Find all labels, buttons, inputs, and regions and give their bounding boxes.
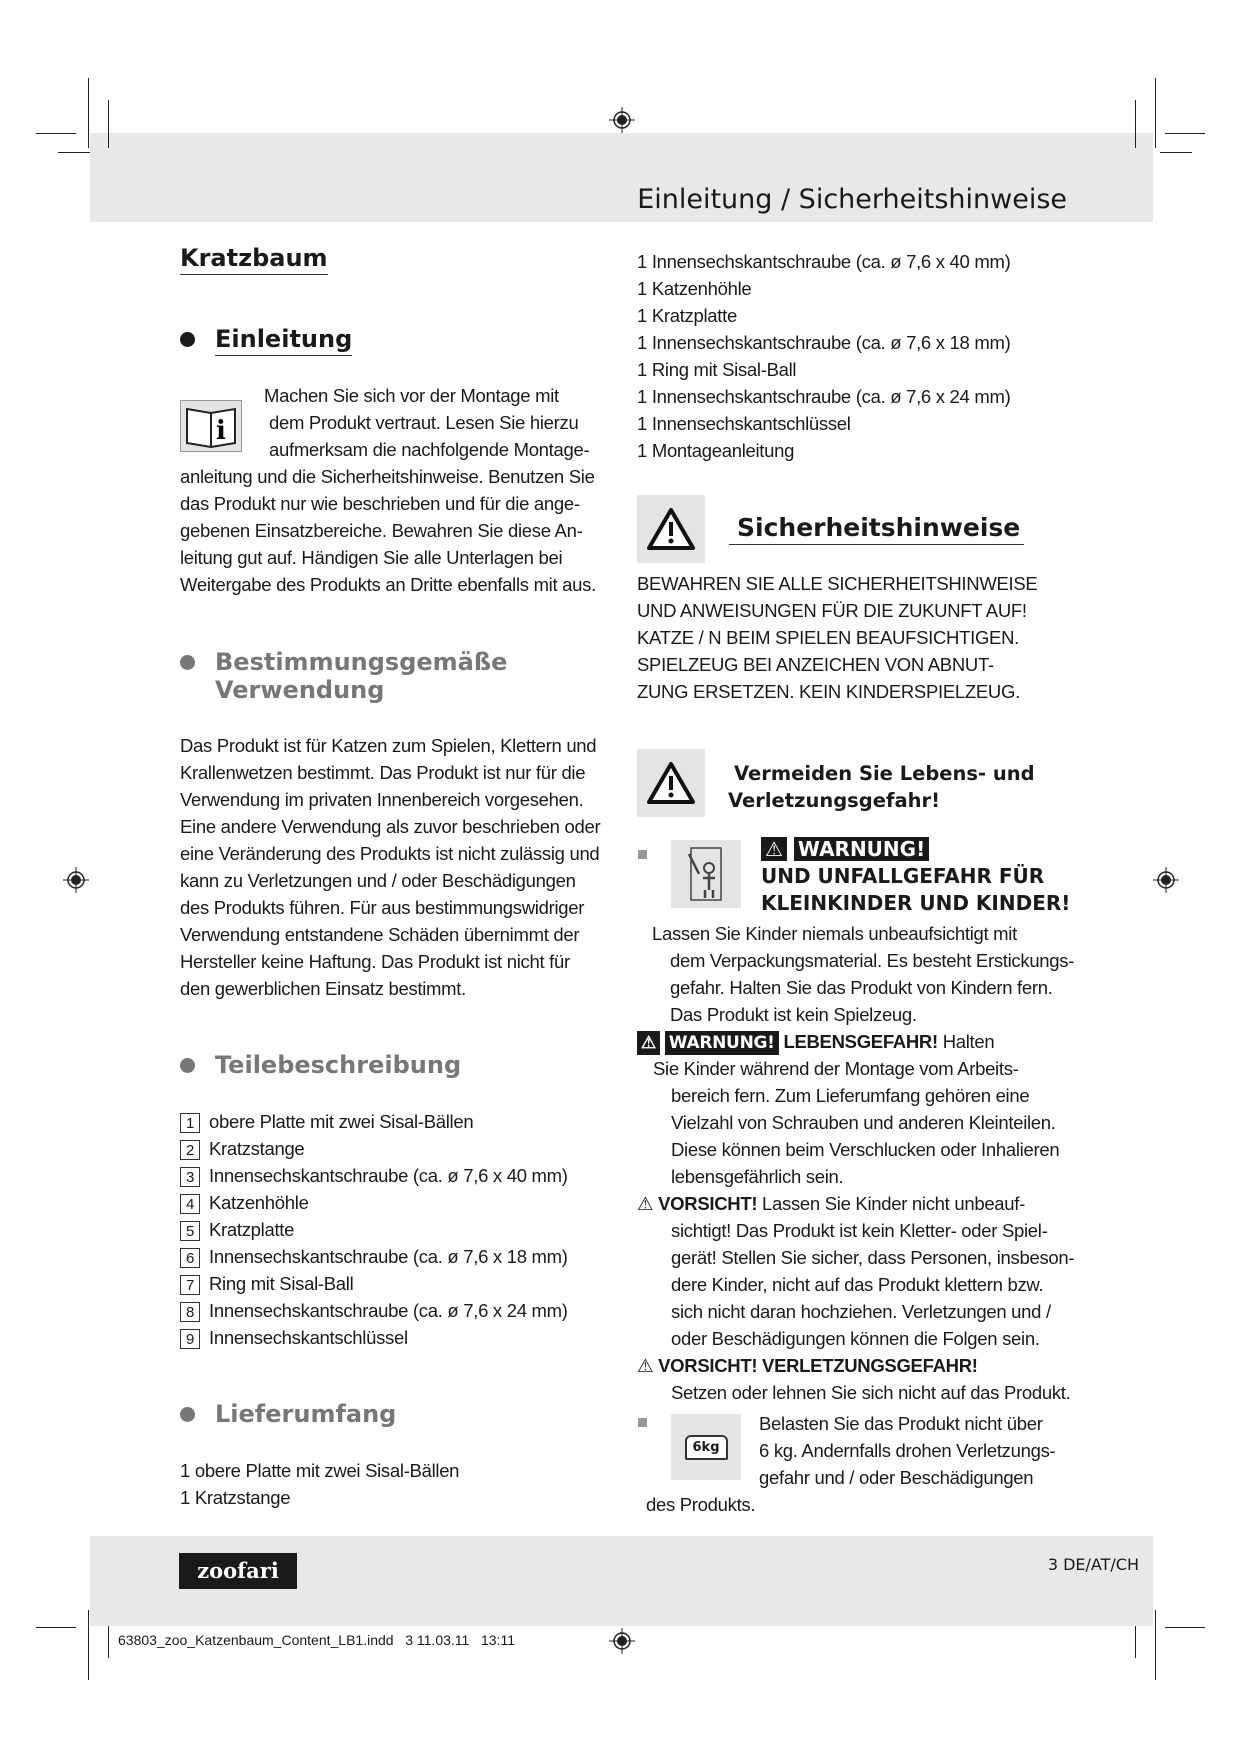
part-number: 8 (180, 1302, 200, 1322)
text-line: eine Veränderung des Produkts ist nicht zulässig und (180, 843, 600, 864)
part-label: Kratzstange (209, 1138, 305, 1159)
part-label: Ring mit Sisal-Ball (209, 1273, 354, 1294)
part-number: 1 (180, 1113, 200, 1133)
heading-text: Lieferumfang (215, 1400, 397, 1428)
crop-mark (1165, 133, 1205, 134)
registration-mark-icon (63, 867, 89, 893)
part-number: 9 (180, 1329, 200, 1349)
warning-block-1 (761, 836, 1070, 917)
heading-text: Bestimmungsgemäße (215, 648, 508, 676)
text-line: sichtigt! Das Produkt ist kein Kletter- oder Spiel- (671, 1220, 1048, 1241)
text-line: 1 Ring mit Sisal-Ball (637, 359, 797, 380)
delivery-list-right (637, 248, 1010, 464)
part-item (180, 1216, 568, 1243)
part-number: 5 (180, 1221, 200, 1241)
text-line: KATZE / N BEIM SPIELEN BEAUFSICHTIGEN. (637, 627, 1019, 648)
crop-mark (88, 1610, 89, 1680)
text-line: Lassen Sie Kinder niemals unbeaufsichtigt mit (652, 923, 1017, 944)
text-line: gebenen Einsatzbereiche. Bewahren Sie diese An- (180, 520, 583, 541)
text-line: dem Produkt vertraut. Lesen Sie hierzu (269, 412, 579, 433)
warning-triangle-icon: ⚠ (637, 1031, 660, 1055)
crop-mark (36, 133, 76, 134)
delivery-list-left (180, 1457, 459, 1511)
text-line: Krallenwetzen bestimmt. Das Produkt ist nur für die (180, 762, 586, 783)
caution-triangle-icon: ⚠ (637, 1355, 654, 1376)
text-line: bereich fern. Zum Lieferumfang gehören eine (671, 1085, 1030, 1106)
text-line: Setzen oder lehnen Sie sich nicht auf das Produkt. (671, 1382, 1071, 1403)
part-label: Innensechskantschlüssel (209, 1327, 408, 1348)
text-line: oder Beschädigungen können die Folgen sein. (671, 1328, 1040, 1349)
part-label: Innensechskantschraube (ca. ø 7,6 x 24 mm) (209, 1300, 568, 1321)
crop-mark (1155, 1610, 1156, 1680)
part-label: Kratzplatte (209, 1219, 295, 1240)
safety-caps-paragraph (637, 570, 1037, 705)
registration-mark-icon (609, 107, 635, 133)
crop-mark (36, 1627, 76, 1628)
text-line: Weitergabe des Produkts an Dritte ebenfalls mit aus. (180, 574, 596, 595)
text-line: 6 kg. Andernfalls drohen Verletzungs- (759, 1440, 1056, 1461)
text-line: 1 Montageanleitung (637, 440, 795, 461)
text-line: aufmerksam die nachfolgende Montage- (269, 439, 590, 460)
warning-bold: LEBENSGEFAHR! (783, 1031, 938, 1052)
text-line: Belasten Sie das Produkt nicht über (759, 1413, 1043, 1434)
section-heading-einleitung (180, 325, 352, 356)
warning-tag: WARNUNG! (794, 837, 929, 861)
section-heading-teile (180, 1051, 461, 1079)
file-slug: 63803_zoo_Katzenbaum_Content_LB1.indd 3 11.03.11 13:11 (118, 1632, 515, 1648)
text-line: lebensgefährlich sein. (671, 1166, 844, 1187)
text-line: 1 Innensechskantschraube (ca. ø 7,6 x 24 mm) (637, 386, 1011, 407)
text-line: Vermeiden Sie Lebens- und (734, 762, 1035, 785)
text-line: des Produkts führen. Für aus bestimmungswidriger (180, 897, 585, 918)
text-line: UND ANWEISUNGEN FÜR DIE ZUKUNFT AUF! (637, 600, 1027, 621)
text-line: des Produkts. (646, 1494, 756, 1515)
text-line: BEWAHREN SIE ALLE SICHERHEITSHINWEISE (637, 573, 1038, 594)
part-item (180, 1243, 568, 1270)
part-item (180, 1324, 568, 1351)
caution-bold: VORSICHT! (658, 1193, 758, 1214)
heading-text: Teilebeschreibung (215, 1051, 462, 1079)
text-line: kann zu Verletzungen und / oder Beschädigungen (180, 870, 576, 891)
crop-mark (58, 152, 90, 153)
text-line: Halten (942, 1031, 995, 1052)
part-item (180, 1189, 568, 1216)
caution-triangle-icon: ⚠ (637, 1193, 654, 1214)
part-item (180, 1270, 568, 1297)
list-item: 1 obere Platte mit zwei Sisal-Bällen (180, 1460, 460, 1481)
header-title: Einleitung / Sicherheitshinweise (637, 184, 1067, 215)
text-line: dem Verpackungsmaterial. Es besteht Erstickungs- (670, 950, 1075, 971)
text-line: Vielzahl von Schrauben und anderen Kleinteilen. (671, 1112, 1056, 1133)
crop-mark (88, 78, 89, 148)
text-line: SPIELZEUG BEI ANZEICHEN VON ABNUT- (637, 654, 994, 675)
text-line: 1 Kratzplatte (637, 305, 737, 326)
text-line: Verwendung entstandene Schäden übernimmt der (180, 924, 580, 945)
part-label: Katzenhöhle (209, 1192, 309, 1213)
warning-triangle-icon (637, 749, 705, 817)
text-line: Sie Kinder während der Montage vom Arbeits- (653, 1058, 1019, 1079)
registration-mark-icon (1153, 867, 1179, 893)
part-number: 6 (180, 1248, 200, 1268)
weight-text (646, 1410, 1055, 1518)
heading-text: Verwendung (215, 676, 385, 704)
part-item (180, 1135, 568, 1162)
part-number: 2 (180, 1140, 200, 1160)
text-line: KLEINKINDER UND KINDER! (761, 891, 1071, 915)
caution-bold: VORSICHT! VERLETZUNGSGEFAHR! (658, 1355, 978, 1376)
text-line: dere Kinder, nicht auf das Produkt klettern bzw. (671, 1274, 1044, 1295)
part-item (180, 1162, 568, 1189)
text-line: das Produkt nur wie beschrieben und für die ange- (180, 493, 580, 514)
text-line: leitung gut auf. Händigen Sie alle Unterlagen bei (180, 547, 563, 568)
text-line: Verwendung im privaten Innenbereich vorgesehen. (180, 789, 584, 810)
text-line: Das Produkt ist für Katzen zum Spielen, Klettern und (180, 735, 597, 756)
crop-mark (108, 100, 109, 148)
avoid-heading (728, 760, 1035, 814)
text-line: Hersteller keine Haftung. Das Produkt ist nicht für (180, 951, 570, 972)
text-line: 1 Innensechskantschlüssel (637, 413, 851, 434)
text-line: 1 Innensechskantschraube (ca. ø 7,6 x 18 mm) (637, 332, 1011, 353)
text-line: den gewerblichen Einsatz bestimmt. (180, 978, 466, 999)
bullet-square-icon (638, 850, 647, 859)
crop-mark (1160, 152, 1192, 153)
section-heading-verwendung (180, 648, 507, 704)
use-paragraph (180, 732, 600, 1002)
part-item (180, 1297, 568, 1324)
child-climbing-icon (671, 840, 741, 908)
text-line: Lassen Sie Kinder nicht unbeauf- (762, 1193, 1025, 1214)
page-number: 3 DE/AT/CH (1047, 1555, 1139, 1574)
warning-tag: WARNUNG! (665, 1031, 779, 1055)
part-number: 7 (180, 1275, 200, 1295)
part-number: 4 (180, 1194, 200, 1214)
safety-heading: Sicherheitshinweise (729, 513, 1024, 545)
text-line: ZUNG ERSETZEN. KEIN KINDERSPIELZEUG. (637, 681, 1020, 702)
text-line: sich nicht daran hochziehen. Verletzungen und / (671, 1301, 1051, 1322)
part-number: 3 (180, 1167, 200, 1187)
intro-paragraph (180, 382, 596, 598)
parts-list (180, 1108, 568, 1351)
text-line: UND UNFALLGEFAHR FÜR (761, 864, 1045, 888)
weight-label: 6kg (685, 1435, 728, 1460)
warning-triangle-icon (637, 495, 705, 563)
heading-text: Einleitung (215, 325, 352, 356)
part-item (180, 1108, 568, 1135)
part-label: obere Platte mit zwei Sisal-Bällen (209, 1111, 474, 1132)
crop-mark (1165, 1627, 1205, 1628)
warning-text-1 (652, 920, 1074, 1028)
part-label: Innensechskantschraube (ca. ø 7,6 x 40 mm) (209, 1165, 568, 1186)
svg-text:i: i (216, 416, 226, 446)
text-line: Eine andere Verwendung als zuvor beschrieben oder (180, 816, 601, 837)
registration-mark-icon (609, 1628, 635, 1654)
text-line: gefahr und / oder Beschädigungen (759, 1467, 1034, 1488)
text-line: Machen Sie sich vor der Montage mit (264, 385, 559, 406)
warning-block-2 (637, 1028, 1074, 1406)
text-line: gerät! Stellen Sie sicher, dass Personen, insbeson- (671, 1247, 1075, 1268)
text-line: anleitung und die Sicherheitshinweise. Benutzen Sie (180, 466, 595, 487)
text-line: 1 Innensechskantschraube (ca. ø 7,6 x 40 mm) (637, 251, 1011, 272)
list-item: 1 Kratzstange (180, 1487, 291, 1508)
product-title: Kratzbaum (180, 244, 328, 275)
text-line: gefahr. Halten Sie das Produkt von Kindern fern. (670, 977, 1053, 998)
crop-mark (1155, 78, 1156, 148)
text-line: Das Produkt ist kein Spielzeug. (670, 1004, 917, 1025)
crop-mark (1135, 100, 1136, 148)
part-label: Innensechskantschraube (ca. ø 7,6 x 18 mm) (209, 1246, 568, 1267)
zoofari-logo: zoofari (179, 1553, 297, 1589)
section-heading-lieferumfang (180, 1400, 396, 1428)
text-line: Diese können beim Verschlucken oder Inhalieren (671, 1139, 1060, 1160)
text-line: 1 Katzenhöhle (637, 278, 752, 299)
warning-triangle-icon: ⚠ (761, 837, 787, 861)
text-line: Verletzungsgefahr! (728, 789, 940, 812)
